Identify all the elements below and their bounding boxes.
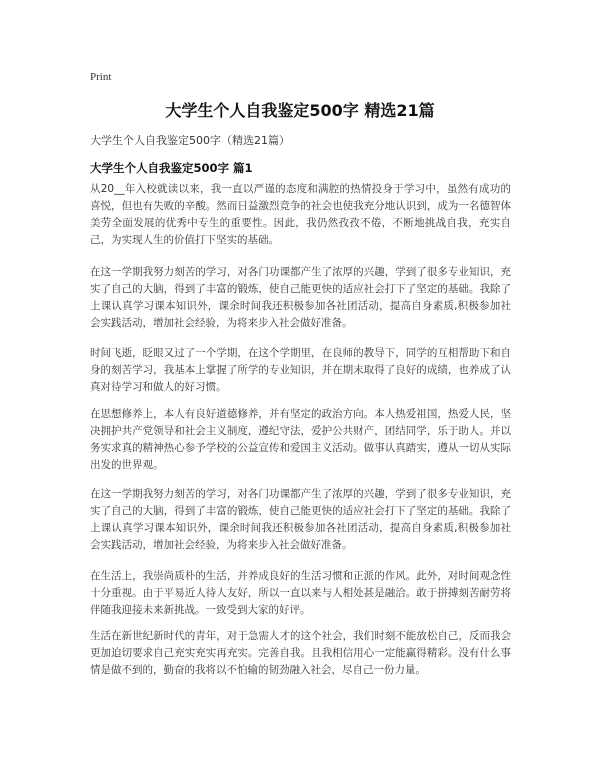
document-subtitle: 大学生个人自我鉴定500字（精选21篇） [90, 134, 290, 147]
section-heading: 大学生个人自我鉴定500字 篇1 [90, 161, 253, 175]
paragraph-7: 生活在新世纪新时代的青年，对于急需人才的这个社会，我们时刻不能放松自己，反而我会更加迫切要求自己充实充实再充实。完善自我。且我相信用心一定能赢得精彩。没有什么事情是做不到的，勤奋的我将以不怕输的韧劲融入社会，尽自己一份力量。 [90, 630, 511, 676]
paragraph-2: 在这一学期我努力刻苦的学习，对各门功课都产生了浓厚的兴趣，学到了很多专业知识，充实了自己的大脑，得到了丰富的锻炼，使自己能更快的适应社会打下了坚定的基础。我除了上课认真学习课本知识外，课余时间我还积极参加各社团活动，提高自身素质,积极参加社会实践活动，增加社会经验，为将来步入社会做好准备。 [90, 266, 511, 329]
paragraph-5: 在这一学期我努力刻苦的学习，对各门功课都产生了浓厚的兴趣，学到了很多专业知识，充实了自己的大脑，得到了丰富的锻炼，使自己能更快的适应社会打下了坚定的基础。我除了上课认真学习课本知识外，课余时间我还积极参加各社团活动，提高自身素质,积极参加社会实践活动，增加社会经验，为将来步入社会做好准备。 [90, 488, 511, 551]
print-label: Print [90, 71, 112, 83]
paragraph-1: 从20__年入校就读以来，我一直以严谨的态度和满腔的热情投身于学习中，虽然有成功的喜悦，但也有失败的辛酸。然而日益激烈竞争的社会也使我充分地认识到，成为一名德智体美劳全面发展的优秀中专生的重要性。因此，我仍然孜孜不倦，不断地挑战自我，充实自己，为实现人生的价值打下坚实的基础。 [90, 183, 511, 246]
document-title: 大学生个人自我鉴定500字 精选21篇 [165, 101, 435, 120]
paragraph-4: 在思想修养上，本人有良好道德修养，并有坚定的政治方向。本人热爱祖国，热爱人民，坚决拥护共产党领导和社会主义制度，遵纪守法，爱护公共财产，团结同学，乐于助人。并以务实求真的精神热心参予学校的公益宣传和爱国主义活动。做事认真踏实，遵从一切从实际出发的世界观。 [90, 408, 511, 471]
paragraph-6: 在生活上，我崇尚质朴的生活，并养成良好的生活习惯和正派的作风。此外，对时间观念性十分重视。由于平易近人待人友好，所以一直以来与人相处甚是融洽。敢于拼搏刻苦耐劳将伴随我迎接未来新挑战。一致受到大家的好评。 [90, 570, 511, 616]
paragraph-3: 时间飞逝，眨眼又过了一个学期，在这个学期里，在良师的教导下，同学的互相帮助下和自身的刻苦学习，我基本上掌握了所学的专业知识，并在期末取得了良好的成绩，也养成了认真对待学习和做人的好习惯。 [90, 347, 511, 393]
